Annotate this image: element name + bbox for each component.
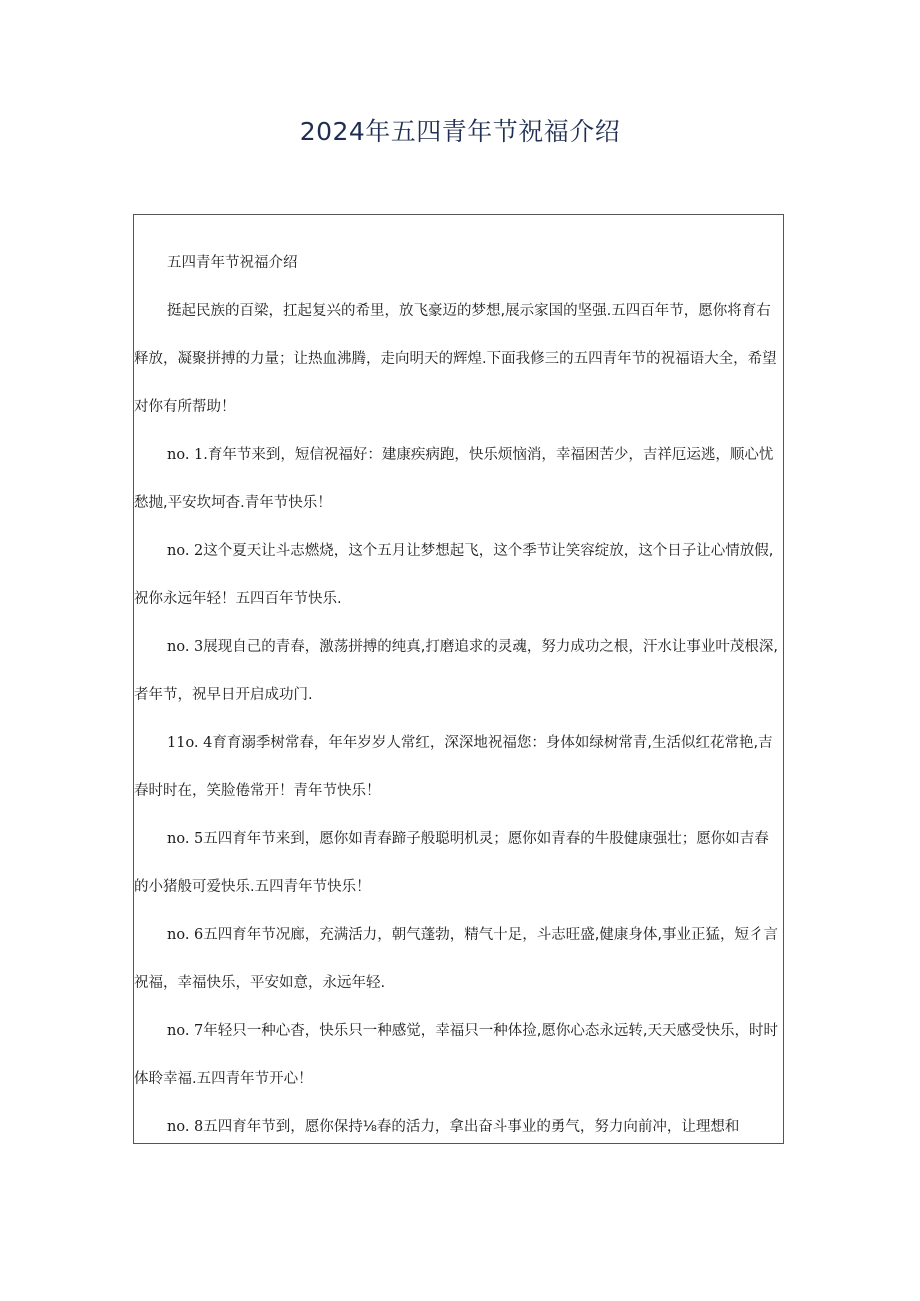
- item-text: 五四育年节来到，愿你如青春蹄子般聪明机灵；愿你如青春的牛股健康强壮；愿你如吉春的小猪般可爱快乐.五四青年节快乐！: [134, 831, 769, 895]
- section-heading: 五四青年节祝福介绍: [167, 255, 298, 271]
- item-text: 展现自己的青春，激荡拼搏的纯真,打磨追求的灵魂，努力成功之根，汗水让事业叶茂根深,者年节，祝早日开启成功门.: [134, 639, 778, 703]
- content-box: [133, 214, 784, 1144]
- intro-paragraph: [134, 287, 779, 431]
- content-body: [134, 215, 783, 1144]
- list-item: [134, 1007, 779, 1103]
- list-item: [134, 623, 779, 719]
- list-item: [134, 911, 779, 1007]
- item-text: 育育溺季树常春，年年岁岁人常红，深深地祝福您：身体如绿树常青,生活似红花常艳,吉春时时在，笑脸倦常开！青年节快乐！: [134, 735, 773, 799]
- item-number: no. 1.: [167, 447, 208, 463]
- item-text: 五四育年节况廊，充满活力，朝气蓬勃，精气十足，斗志旺盛,健康身体,事业正猛，短彳言祝福，幸福快乐，平安如意，永远年轻.: [134, 927, 778, 991]
- item-number: no. 2: [167, 543, 204, 559]
- list-item: [134, 527, 779, 623]
- item-number: no. 6: [167, 927, 204, 943]
- item-number: no. 8: [167, 1119, 204, 1135]
- list-item: [134, 1103, 779, 1144]
- item-number: no. 7: [167, 1023, 204, 1039]
- item-text: 年轻只一种心杳，快乐只一种感觉，幸福只一种体捡,愿你心态永远转,天天感受快乐，时时体聆幸福.五四青年节开心！: [134, 1023, 778, 1087]
- list-item: [134, 431, 779, 527]
- item-number: no. 5: [167, 831, 204, 847]
- intro-text: 挺起民族的百梁，扛起复兴的希里，放飞豪迈的梦想,展示家国的坚强.五四百年节，愿你将育右释放，凝聚拼搏的力量；让热血沸腾，走向明天的辉煌.下面我修三的五四青年节的祝福语大全，希望对你有所帮助！: [134, 303, 777, 415]
- item-text: 五四育年节到，愿你保持⅛春的活力，拿出奋斗事业的勇气，努力向前冲，让理想和: [203, 1119, 740, 1135]
- document-title: 2024年五四青年节祝福介绍: [299, 117, 621, 146]
- item-number: 11o. 4: [167, 735, 213, 751]
- item-number: no. 3: [167, 639, 204, 655]
- list-item: [134, 719, 779, 815]
- item-text: 这个夏天让斗志燃烧，这个五月让梦想起飞，这个季节让笑容绽放，这个日子让心情放假,祝你永远年轻！五四百年节快乐.: [134, 543, 774, 607]
- item-text: 育年节来到，短信祝福好：建康疾病跑，快乐烦恼消，幸福困苦少，吉祥厄运逃，顺心忧愁抛,平安坎坷杳.青年节快乐！: [134, 447, 774, 511]
- list-item: [134, 815, 779, 911]
